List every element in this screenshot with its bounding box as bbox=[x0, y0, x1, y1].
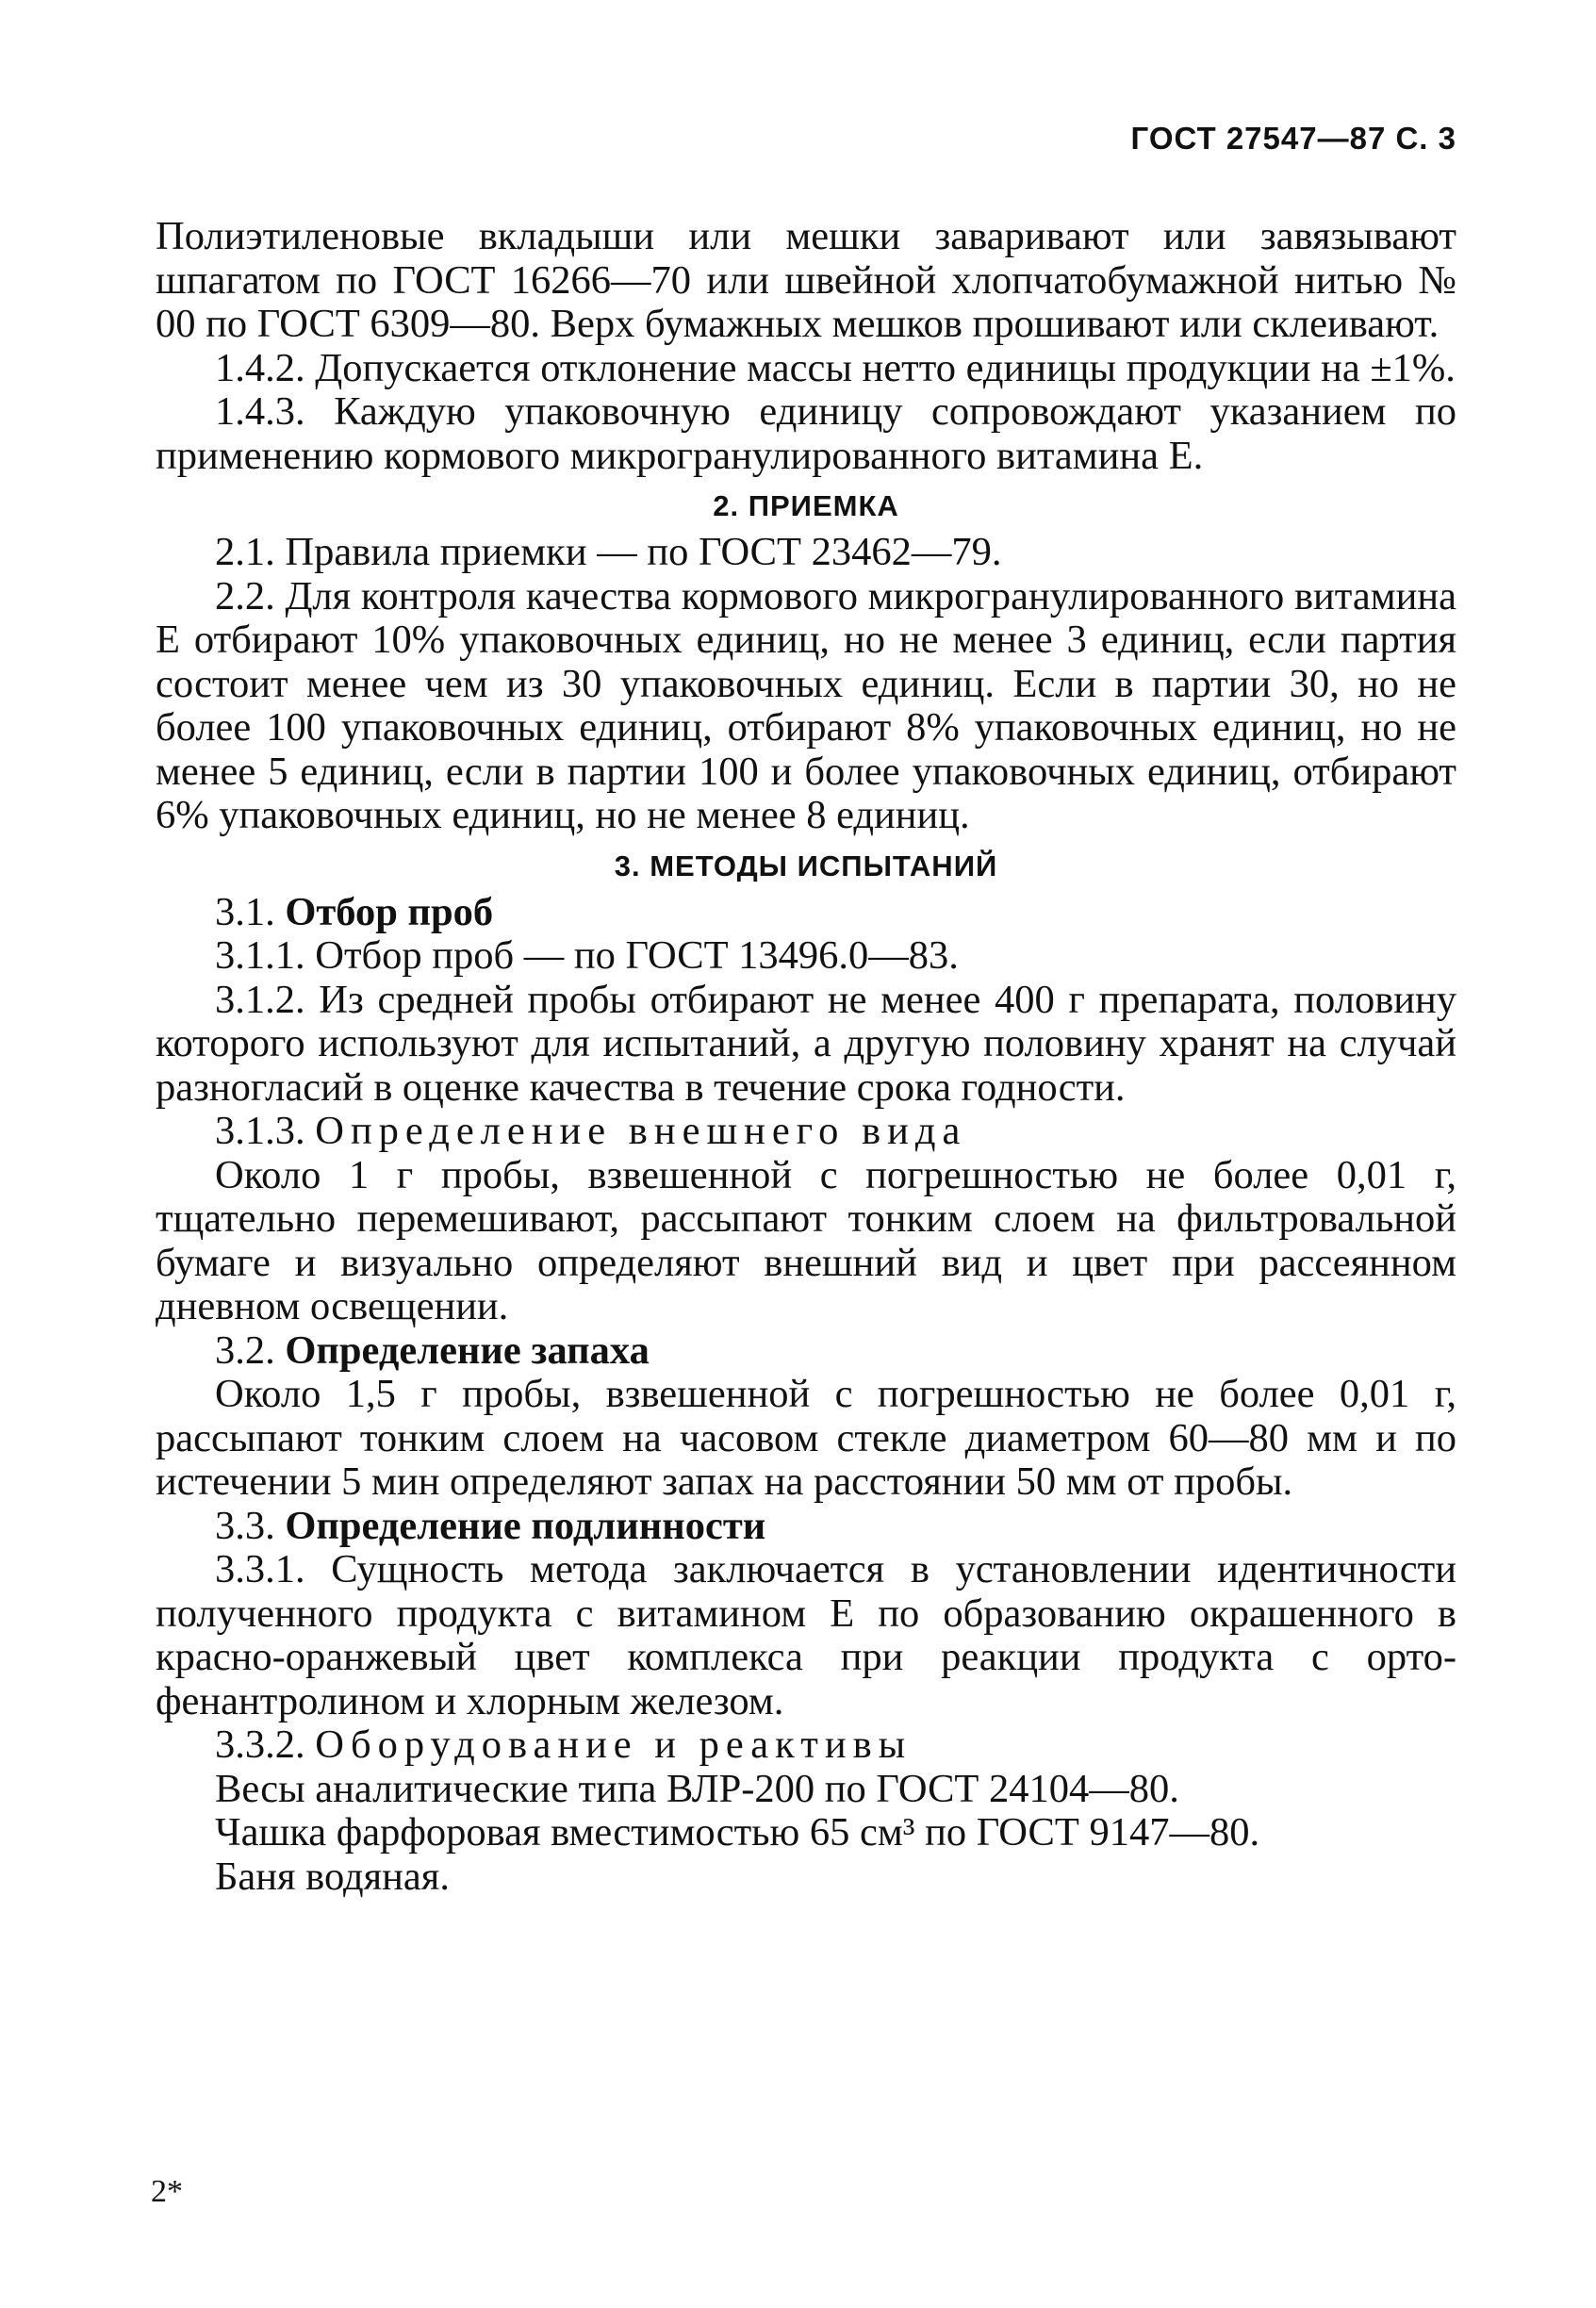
subsection-3-3-2-heading bbox=[156, 1723, 1456, 1768]
subsection-3-3-2-number: 3.3.2. bbox=[215, 1723, 305, 1767]
document-body bbox=[156, 215, 1456, 1899]
paragraph-3-1-2: 3.1.2. Из средней пробы отбирают не менее 400 г препарата, половину которого используют для испытаний, а другую половину хранят на случай разногласий в оценке качества в течение срока годности. bbox=[156, 977, 1456, 1110]
list-item: Чашка фарфоровая вместимостью 65 см³ по ГОСТ 9147—80. bbox=[215, 1810, 1260, 1855]
subsection-3-3-2-title: Оборудование и реактивы bbox=[315, 1723, 913, 1767]
subsection-3-1-3-title: Определение внешнего вида bbox=[315, 1109, 967, 1153]
subsection-3-3-title: Определение подлинности bbox=[285, 1503, 766, 1548]
list-item: Весы аналитические типа ВЛР-200 по ГОСТ 24104—80. bbox=[215, 1766, 1179, 1811]
paragraph-1-4-2: 1.4.2. Допускается отклонение массы нетто единицы продукции на ±1%. bbox=[215, 345, 1456, 390]
paragraph-3-2: Около 1,5 г пробы, взвешенной с погрешностью не более 0,01 г, рассыпают тонким слоем на часовом стекле диаметром 60—80 мм и по истечении 5 мин определяют запах на расстоянии 50 мм от пробы. bbox=[156, 1372, 1456, 1504]
subsection-3-1-3-number: 3.1.3. bbox=[215, 1109, 305, 1153]
subsection-3-2-number: 3.2. bbox=[215, 1327, 275, 1373]
paragraph-2-2: 2.2. Для контроля качества кормового микрогранулированного витамина Е отбирают 10% упаковочных единиц, но не менее 3 единиц, если партия состоит менее чем из 30 упаковочных единиц. Если в партии 30, но не более 100 упаковочных единиц, отбирают 8% упаковочных единиц, но не менее 5 единиц, если в партии 100 и более упаковочных единиц, отбирают 6% упаковочных единиц, но не менее 8 единиц. bbox=[156, 573, 1456, 837]
subsection-3-3-number: 3.3. bbox=[215, 1503, 275, 1548]
section-3-heading: 3. МЕТОДЫ ИСПЫТАНИЙ bbox=[614, 849, 998, 882]
paragraph-1-4-1-continued: Полиэтиленовые вкладыши или мешки заваривают или завязывают шпагатом по ГОСТ 16266—70 или швейной хлопчатобумажной нитью № 00 по ГОСТ 6309—80. Верх бумажных мешков прошивают или склеивают. bbox=[156, 214, 1456, 346]
subsection-3-1-heading bbox=[156, 891, 1456, 935]
subsection-3-3-heading bbox=[156, 1505, 1456, 1549]
paragraph-1-4-3: 1.4.3. Каждую упаковочную единицу сопровождают указанием по применению кормового микрогранулированного витамина Е. bbox=[156, 389, 1456, 478]
subsection-3-1-3-heading bbox=[156, 1110, 1456, 1154]
paragraph-3-1-3: Около 1 г пробы, взвешенной с погрешностью не более 0,01 г, тщательно перемешивают, рассыпают тонким слоем на фильтровальной бумаге и визуально определяют внешний вид и цвет при рассеянном дневном освещении. bbox=[156, 1152, 1456, 1328]
subsection-3-2-title: Определение запаха bbox=[285, 1327, 650, 1373]
section-2-heading: 2. ПРИЕМКА bbox=[713, 489, 899, 522]
subsection-3-1-title: Отбор проб bbox=[285, 889, 494, 934]
list-item: Баня водяная. bbox=[215, 1854, 450, 1899]
paragraph-3-1-1: 3.1.1. Отбор проб — по ГОСТ 13496.0—83. bbox=[215, 933, 959, 978]
subsection-3-1-number: 3.1. bbox=[215, 889, 275, 934]
subsection-3-2-heading bbox=[156, 1329, 1456, 1374]
running-head: ГОСТ 27547—87 С. 3 bbox=[1130, 121, 1456, 156]
signature-marker: 2* bbox=[151, 2174, 183, 2209]
paragraph-3-3-1: 3.3.1. Сущность метода заключается в установлении идентичности полученного продукта с витамином Е по образованию окрашенного в красно-оранжевый цвет комплекса при реакции продукта с орто-фенантролином и хлорным железом. bbox=[156, 1547, 1456, 1723]
paragraph-2-1: 2.1. Правила приемки — по ГОСТ 23462—79. bbox=[215, 530, 1002, 574]
